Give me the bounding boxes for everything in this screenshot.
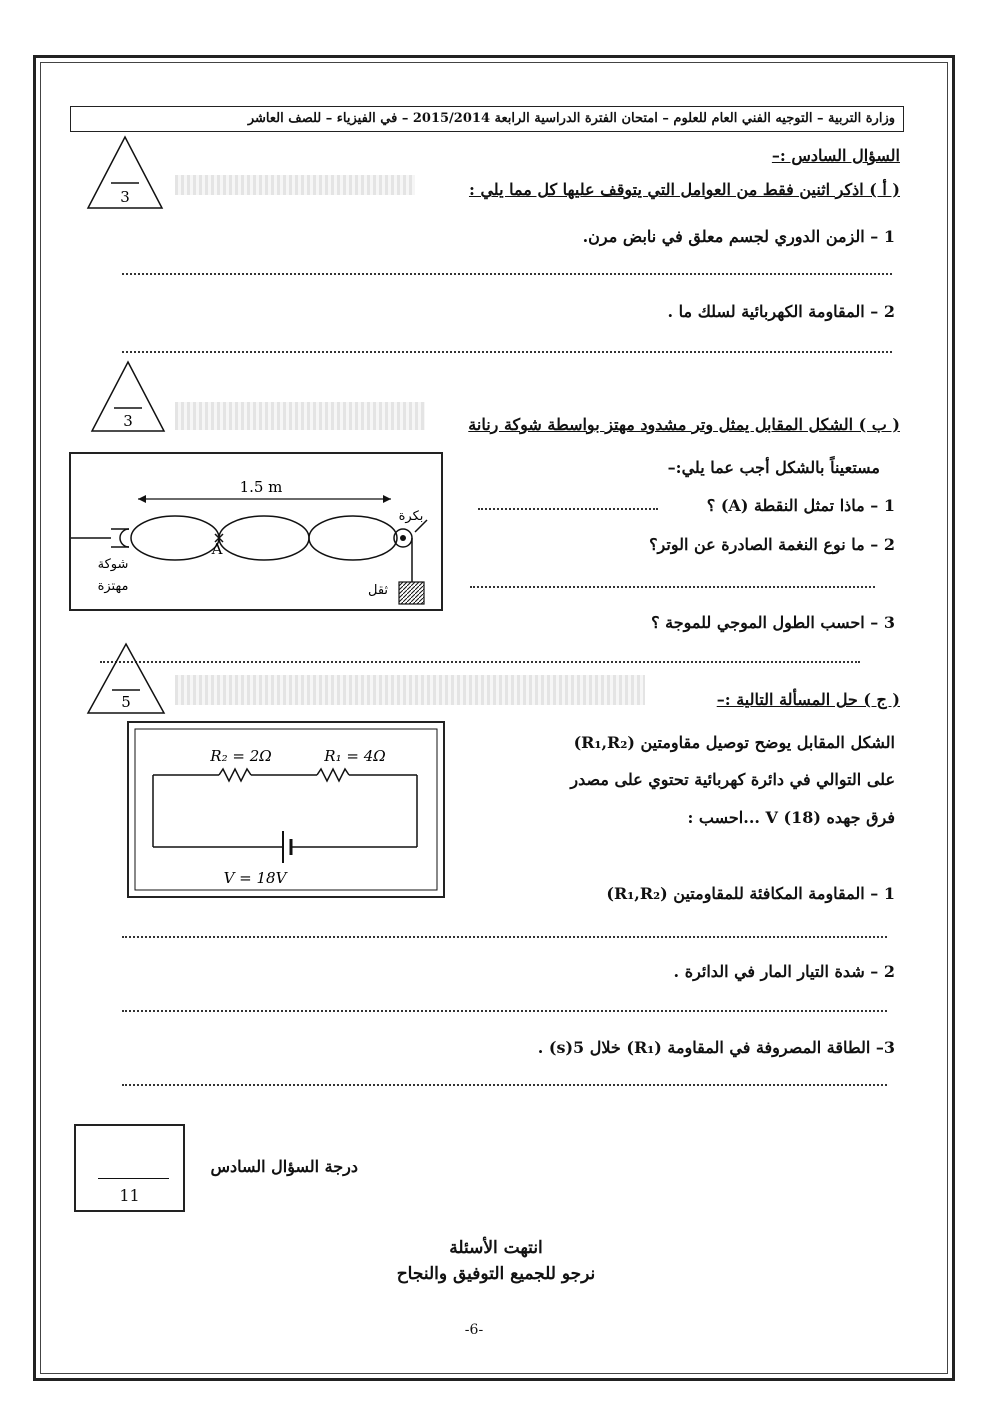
point-a-label: A (211, 540, 223, 558)
scan-shading (175, 402, 425, 430)
weight-label: ثقل (367, 583, 389, 598)
score-c: 5 (121, 693, 131, 711)
part-a-item-2: 2 – المقاومة الكهربائية لسلك ما . (667, 302, 895, 321)
r1-label: R₁ = 4Ω (324, 747, 386, 765)
part-a-title: ( أ ) اذكر اثنين فقط من العوامل التي يتوقف عليها كل مما يلي : (468, 180, 900, 199)
score-b: 3 (123, 412, 133, 430)
total-score-box (74, 1124, 185, 1212)
length-label: 1.5 m (239, 478, 283, 496)
score-a: 3 (120, 188, 130, 206)
score-triangle-c (86, 640, 166, 716)
part-c-line-1: الشكل المقابل يوضح توصيل مقاومتين (R₁,R₂) (573, 733, 895, 752)
answer-line (122, 1010, 887, 1012)
part-c-line-2: على التوالي في دائرة كهربائية تحتوي على مصدر (570, 770, 895, 789)
answer-line (122, 273, 892, 275)
part-b-intro: مستعيناً بالشكل أجب عما يلي:– (667, 458, 880, 477)
part-b-title: ( ب ) الشكل المقابل يمثل وتر مشدود مهتز بواسطة شوكة رنانة (468, 415, 900, 434)
part-b-item-1: 1 – ماذا تمثل النقطة (A) ؟ (706, 496, 895, 515)
scan-shading (175, 675, 645, 705)
total-score-rule (98, 1178, 169, 1179)
standing-wave-figure (69, 452, 443, 611)
part-c-line-3: فرق جهده V (18) ...احسب : (687, 808, 895, 827)
r2-label: R₂ = 2Ω (210, 747, 272, 765)
footer-line-1: انتهت الأسئلة (449, 1238, 543, 1258)
answer-line (100, 661, 860, 663)
part-c-item-1: 1 – المقاومة المكافئة للمقاومتين (R₁,R₂) (606, 884, 895, 903)
footer-line-2: نرجو للجميع التوفيق والنجاح (396, 1264, 596, 1284)
answer-line (478, 508, 658, 510)
score-triangle-b (90, 358, 166, 434)
fork-label-1: شوكة (97, 557, 129, 572)
part-c-item-2: 2 – شدة التيار المار في الدائرة . (673, 962, 895, 981)
score-triangle-a (86, 133, 164, 211)
question-title: السؤال السادس :– (771, 146, 900, 165)
pulley-label: بكرة (398, 509, 424, 524)
part-b-item-3: 3 – احسب الطول الموجي للموجة ؟ (651, 613, 895, 632)
answer-line (122, 1084, 887, 1086)
circuit-figure (127, 721, 445, 898)
part-a-item-1: 1 – الزمن الدوري لجسم معلق في نابض مرن. (582, 227, 895, 246)
answer-line (470, 586, 875, 588)
fork-label-2: مهتزة (97, 579, 129, 594)
circuit-diagram (129, 723, 443, 896)
part-c-item-3: 3– الطاقة المصروفة في المقاومة (R₁) خلال 5(s) . (537, 1038, 895, 1057)
standing-wave-diagram (71, 454, 441, 609)
scan-shading (175, 175, 415, 195)
part-b-item-2: 2 – ما نوع النغمة الصادرة عن الوتر؟ (649, 535, 895, 554)
page-number: -6- (464, 1322, 484, 1338)
answer-line (122, 351, 892, 353)
part-c-title: ( ج ) حل المسألة التالية :– (716, 690, 900, 709)
total-label: درجة السؤال السادس (210, 1157, 358, 1176)
voltage-label: V = 18V (223, 869, 287, 887)
answer-line (122, 936, 887, 938)
exam-header: وزارة التربية – التوجيه الفني العام للعلوم – امتحان الفترة الدراسية الرابعة 2015/2014 – في الفيزياء – للصف العاشر (70, 106, 904, 132)
total-score: 11 (119, 1186, 140, 1205)
